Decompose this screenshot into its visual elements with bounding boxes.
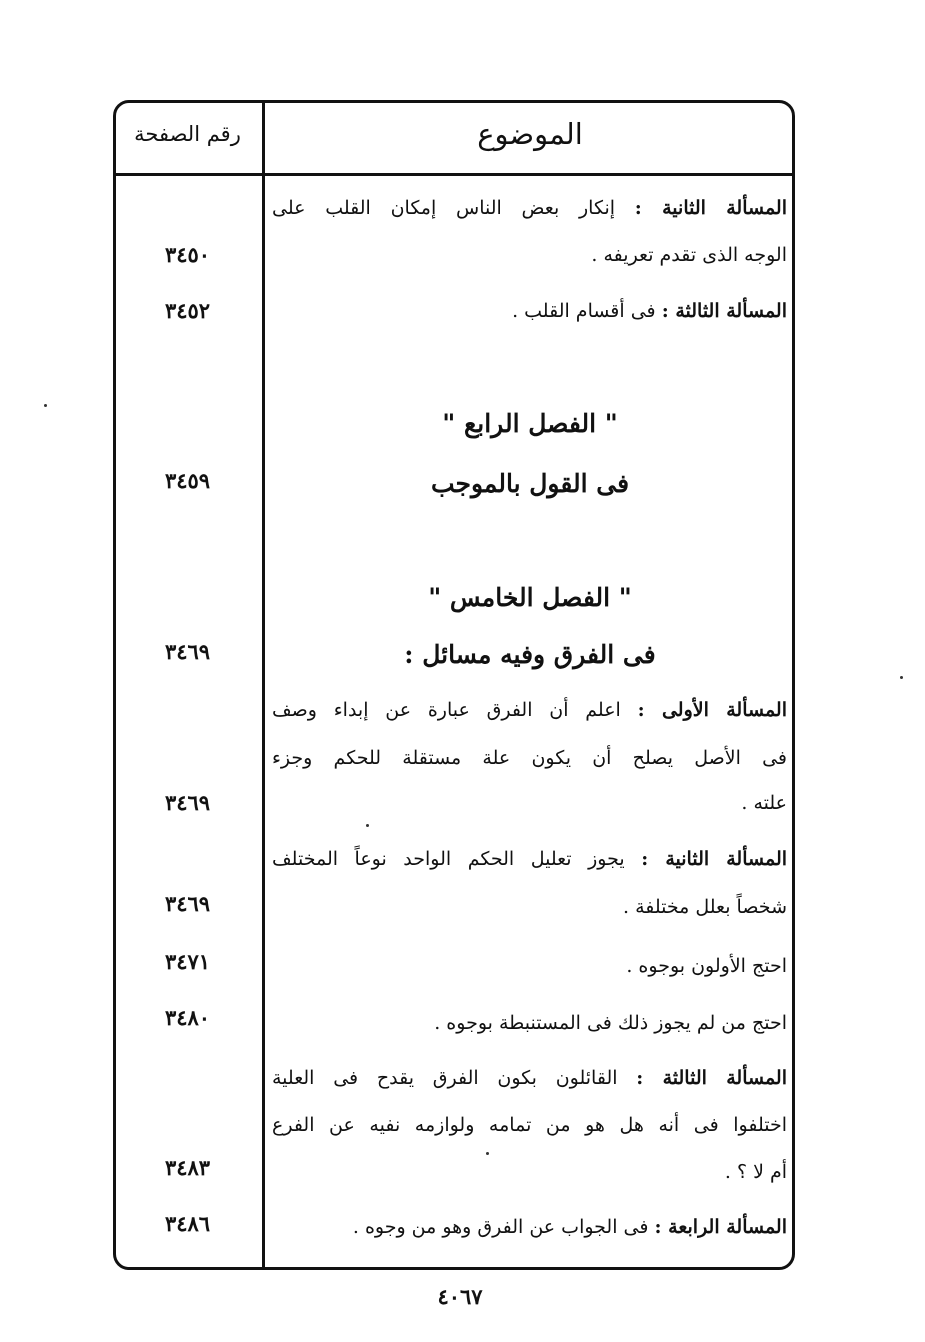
page-number: ٣٤٨٠ <box>164 1005 211 1030</box>
entry-label: المسألة الثالثة : <box>636 1067 787 1089</box>
entry-label: المسألة الثالثة : <box>661 300 787 322</box>
chapter-subheading: فى الفرق وفيه مسائل : <box>404 640 656 669</box>
entry-line <box>272 193 787 223</box>
entry-text: يجوز تعليل الحكم الواحد نوعاً المختلف <box>272 848 625 870</box>
entry-text: اعلم أن الفرق عبارة عن إبداء وصف <box>272 699 621 721</box>
entry-line <box>272 1212 787 1242</box>
scan-speck <box>44 404 47 407</box>
topic-column-header: الموضوع <box>477 117 583 151</box>
entry-line: أم لا ؟ . <box>724 1161 787 1183</box>
scan-speck <box>900 676 903 679</box>
entry-line: الوجه الذى تقدم تعريفه . <box>591 244 787 266</box>
page-column-header: رقم الصفحة <box>134 122 241 146</box>
entry-text: القائلون بكون الفرق يقدح فى العلية <box>272 1067 618 1089</box>
entry-line: علته . <box>741 792 787 814</box>
page-number: ٣٤٦٩ <box>164 790 211 815</box>
scan-speck <box>486 1152 489 1155</box>
chapter-subheading: فى القول بالموجب <box>430 469 630 498</box>
entry-text: فى الجواب عن الفرق وهو من وجوه . <box>352 1216 649 1238</box>
page-number: ٣٤٥٠ <box>164 242 211 267</box>
table-frame <box>113 100 795 1270</box>
page-number: ٣٤٨٦ <box>164 1211 211 1236</box>
chapter-heading: " الفصل الخامس " <box>428 583 632 612</box>
footer-page-number: ٤٠٦٧ <box>437 1284 483 1309</box>
header-divider <box>113 173 795 176</box>
page-number: ٣٤٥٢ <box>164 298 211 323</box>
chapter-heading: " الفصل الرابع " <box>442 409 618 438</box>
entry-label: المسألة الرابعة : <box>654 1216 787 1238</box>
page-number: ٣٤٨٣ <box>164 1155 211 1180</box>
page-number: ٣٤٥٩ <box>164 468 211 493</box>
page-number: ٣٤٦٩ <box>164 891 211 916</box>
page-number: ٣٤٧١ <box>164 949 211 974</box>
entry-line: احتج الأولون بوجوه . <box>626 955 787 977</box>
entry-line <box>272 844 787 874</box>
page-number: ٣٤٦٩ <box>164 639 211 664</box>
entry-text: إنكار بعض الناس إمكان القلب على <box>272 197 616 219</box>
entry-label: المسألة الثانية : <box>634 197 787 219</box>
column-divider <box>262 100 265 1270</box>
entry-label: المسألة الثانية : <box>641 848 787 870</box>
entry-line <box>272 296 787 326</box>
entry-line: احتج من لم يجوز ذلك فى المستنبطة بوجوه . <box>434 1012 787 1034</box>
entry-line <box>272 695 787 725</box>
entry-text: فى أقسام القلب . <box>512 300 656 322</box>
scan-speck <box>366 824 369 827</box>
entry-line: اختلفوا فى أنه هل هو من تمامه ولوازمه نفيه عن الفرع <box>272 1114 787 1136</box>
entry-line: شخصاً بعلل مختلفة . <box>622 896 787 918</box>
entry-line <box>272 1063 787 1093</box>
entry-line: فى الأصل يصلح أن يكون علة مستقلة للحكم وجزء <box>272 747 787 769</box>
entry-label: المسألة الأولى : <box>637 699 787 721</box>
